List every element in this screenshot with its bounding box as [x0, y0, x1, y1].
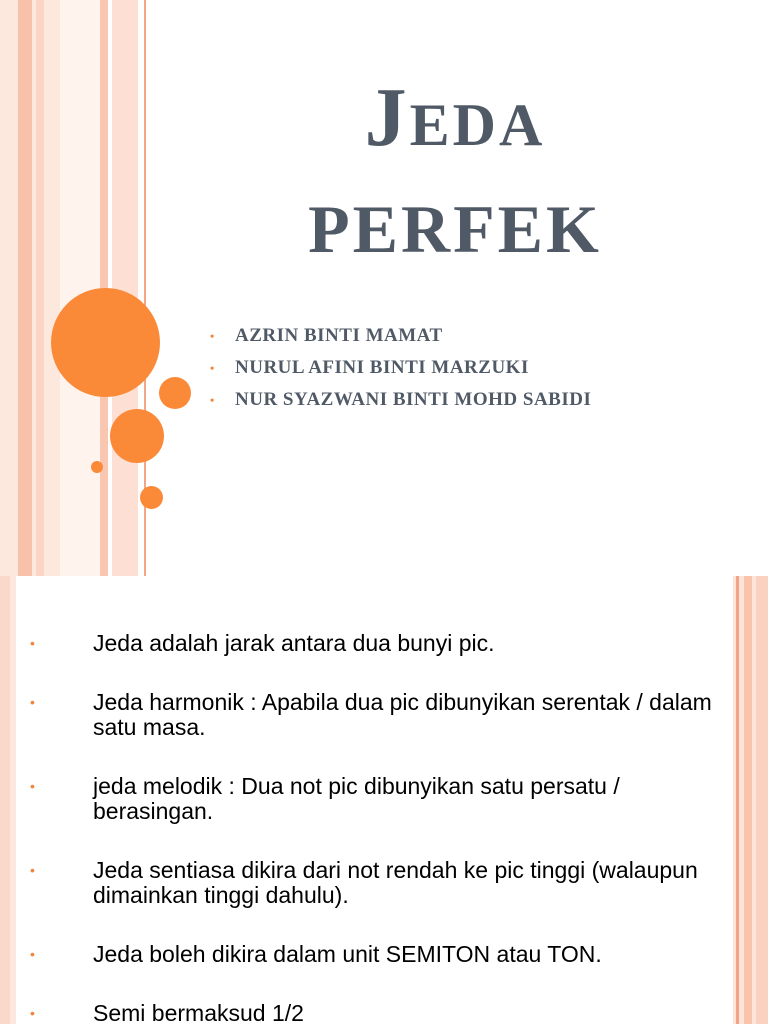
decor-circle — [159, 377, 191, 409]
decor-circle-small — [91, 461, 103, 473]
bullet-icon: • — [30, 946, 35, 962]
decor-band — [744, 576, 752, 1024]
bullet-icon: • — [210, 393, 215, 407]
author-list — [208, 322, 591, 418]
list-item — [30, 631, 730, 656]
point-text: Jeda sentiasa dikira dari not rendah ke pic tinggi (walaupun dimainkan tinggi dahulu). — [93, 857, 698, 908]
bullet-icon: • — [210, 329, 215, 343]
list-item — [30, 774, 730, 824]
slide-content — [0, 576, 768, 1024]
author-name: AZRIN BINTI MAMAT — [235, 325, 443, 346]
author-name: NUR SYAZWANI BINTI MOHD SABIDI — [235, 389, 592, 410]
slide-title-line1 — [230, 68, 680, 175]
decor-circle-large — [51, 288, 160, 397]
author-item — [208, 322, 591, 354]
title-rest: EDA — [409, 92, 546, 158]
bullet-icon: • — [30, 862, 35, 878]
list-item — [30, 690, 730, 740]
list-item — [30, 942, 730, 967]
author-item — [208, 386, 591, 418]
bullet-list — [30, 631, 730, 1024]
decor-band — [10, 576, 16, 1024]
decor-band — [60, 0, 100, 576]
point-text: Jeda adalah jarak antara dua bunyi pic. — [93, 630, 495, 656]
list-item — [30, 1001, 730, 1024]
point-text: Jeda boleh dikira dalam unit SEMITON atau TON. — [93, 941, 602, 967]
decor-circle — [140, 486, 163, 509]
decor-circle — [110, 409, 164, 463]
point-text: Semi bermaksud 1/2 — [93, 1000, 304, 1024]
decor-band — [756, 576, 768, 1024]
bullet-icon: • — [30, 1005, 35, 1021]
point-text: jeda melodik : Dua not pic dibunyikan satu persatu / berasingan. — [93, 773, 620, 824]
bullet-icon: • — [30, 778, 35, 794]
point-text: Jeda harmonik : Apabila dua pic dibunyikan serentak / dalam satu masa. — [93, 689, 712, 740]
slide-title-line2: PERFEK — [308, 191, 602, 267]
title-initial: J — [364, 71, 410, 164]
decor-band — [18, 0, 32, 576]
author-item — [208, 354, 591, 386]
decor-band — [0, 576, 10, 1024]
bullet-icon: • — [210, 361, 215, 375]
decor-band — [736, 576, 739, 1024]
bullet-icon: • — [30, 635, 35, 651]
author-name: NURUL AFINI BINTI MARZUKI — [235, 357, 529, 378]
bullet-icon: • — [30, 694, 35, 710]
decor-band — [36, 0, 44, 576]
list-item — [30, 858, 730, 908]
